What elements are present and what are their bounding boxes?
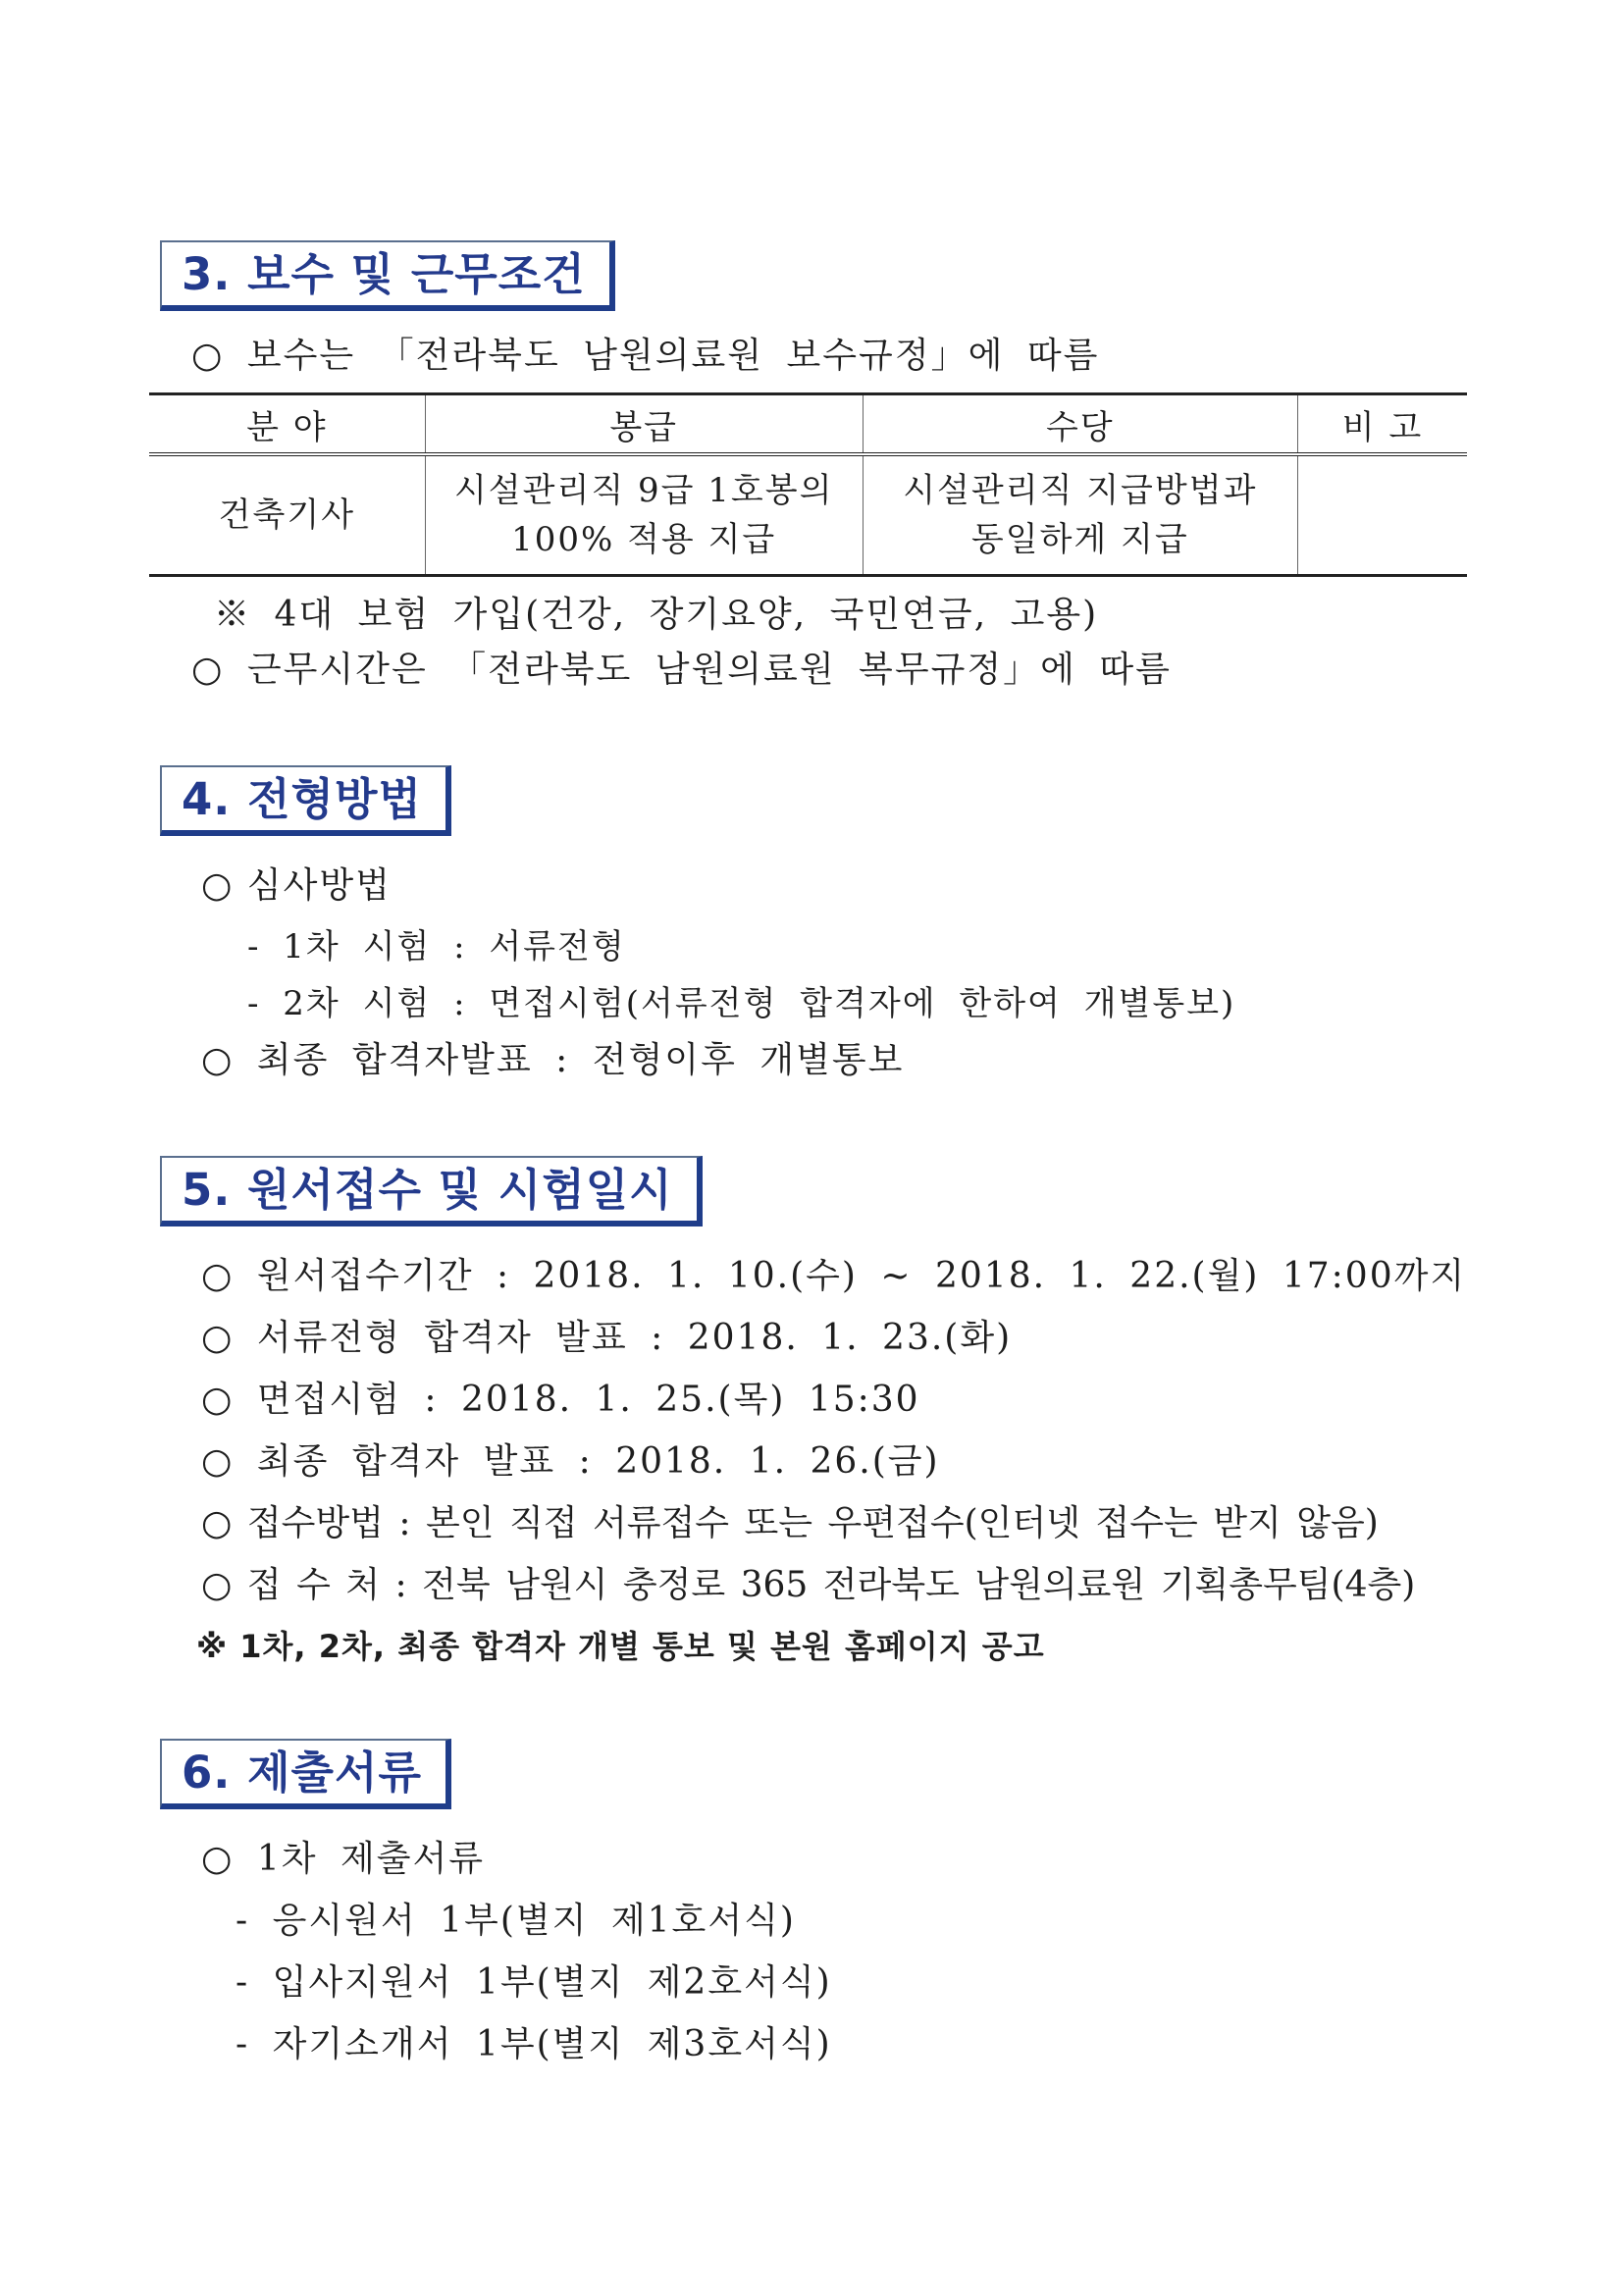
section-6-heading: 6. 제출서류	[160, 1739, 451, 1809]
cell-allowance-line-2: 동일하게 지급	[970, 520, 1189, 559]
final-announcement: ○ 최종 합격자발표 : 전형이후 개별통보	[201, 1040, 905, 1080]
screening-step-2: - 2차 시험 : 면접시험(서류전형 합격자에 한하여 개별통보)	[247, 984, 1236, 1023]
cell-salary	[425, 454, 863, 576]
schedule-item: ○ 원서접수기간 : 2018. 1. 10.(수) ~ 2018. 1. 22.(월) 17:00까지	[201, 1256, 1467, 1296]
insurance-note: ※ 4대 보험 가입(건강, 장기요양, 국민연금, 고용)	[214, 595, 1099, 635]
section-5-heading: 5. 원서접수 및 시험일시	[160, 1156, 703, 1226]
document-item: - 입사지원서 1부(별지 제2호서식)	[236, 1962, 832, 2003]
header-salary: 봉급	[425, 394, 863, 455]
header-allowance: 수당	[863, 394, 1297, 455]
announcement-notice: ※ 1차, 2차, 최종 합격자 개별 통보 및 본원 홈페이지 공고	[196, 1628, 1045, 1665]
document-item: - 응시원서 1부(별지 제1호서식)	[236, 1901, 796, 1941]
cell-allowance	[863, 454, 1297, 576]
cell-salary-line-2: 100% 적용 지급	[511, 520, 777, 559]
schedule-item: ○ 접수방법 : 본인 직접 서류접수 또는 우편접수(인터넷 접수는 받지 않음)	[201, 1503, 1379, 1543]
section-4-heading: 4. 전형방법	[160, 765, 451, 836]
screening-step-1: - 1차 시험 : 서류전형	[247, 927, 626, 966]
header-field: 분 야	[149, 394, 425, 455]
table-row	[149, 454, 1467, 576]
section-3-heading: 3. 보수 및 근무조건	[160, 240, 615, 311]
pay-rule-text: ○ 보수는 「전라북도 남원의료원 보수규정」에 따름	[191, 336, 1100, 376]
header-remark: 비 고	[1297, 394, 1467, 455]
salary-table	[149, 392, 1467, 577]
cell-field: 건축기사	[149, 454, 425, 576]
table-header-row	[149, 394, 1467, 455]
work-hours-text: ○ 근무시간은 「전라북도 남원의료원 복무규정」에 따름	[191, 650, 1172, 690]
schedule-item: ○ 접 수 처 : 전북 남원시 충정로 365 전라북도 남원의료원 기획총무팀(4층)	[201, 1565, 1416, 1605]
first-documents: ○ 1차 제출서류	[201, 1839, 486, 1879]
schedule-item: ○ 서류전형 합격자 발표 : 2018. 1. 23.(화)	[201, 1318, 1013, 1358]
document-item: - 자기소개서 1부(별지 제3호서식)	[236, 2024, 832, 2064]
cell-salary-line-1: 시설관리직 9급 1호봉의	[453, 471, 834, 510]
schedule-item: ○ 최종 합격자 발표 : 2018. 1. 26.(금)	[201, 1441, 940, 1482]
schedule-item: ○ 면접시험 : 2018. 1. 25.(목) 15:30	[201, 1380, 920, 1420]
screening-method: ○ 심사방법	[201, 865, 392, 906]
cell-remark	[1297, 454, 1467, 576]
cell-allowance-line-1: 시설관리직 지급방법과	[903, 471, 1258, 510]
